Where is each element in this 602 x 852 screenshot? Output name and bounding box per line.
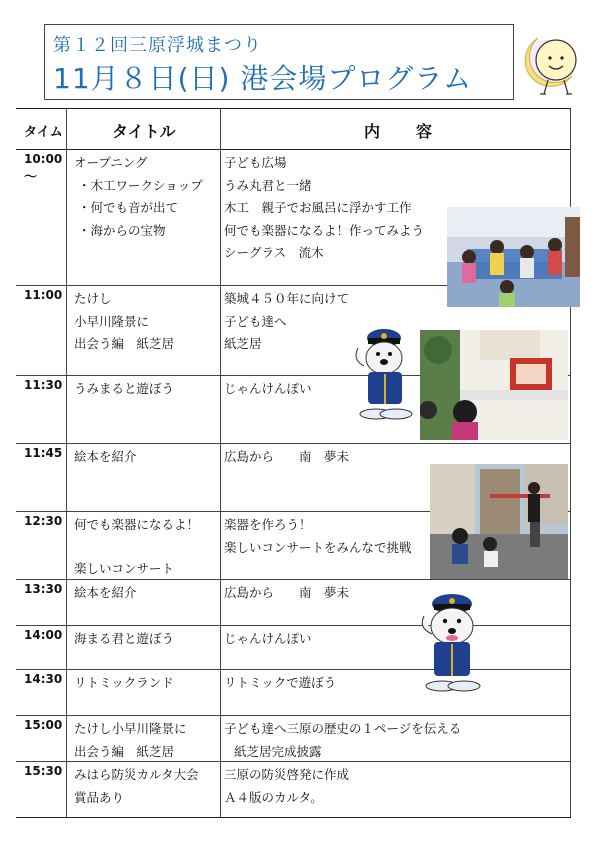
- row-title: みはら防災カルタ大会 賞品あり: [74, 767, 199, 805]
- row-title: たけし小早川隆景に 出会う編 紙芝居: [74, 721, 187, 759]
- header-content: 内 容: [364, 122, 443, 141]
- row-time: 10:00 ～: [24, 152, 63, 185]
- row-content: 子ども達へ三原の歴史の１ページを伝える 紙芝居完成披露: [224, 721, 462, 759]
- row-time: 15:00: [24, 718, 63, 732]
- row-content: じゃんけんぽい: [224, 631, 312, 646]
- row-title: うみまると遊ぼう: [74, 381, 175, 396]
- row-content: 築城４５０年に向けて 子ども達へ 紙芝居: [224, 291, 350, 351]
- column-divider: [66, 109, 67, 817]
- row-content: 子ども広場 うみ丸君と一緒 木工 親子でお風呂に浮かす工作 何でも楽器になるよ！作ってみよう シーグラス 流木: [224, 155, 425, 260]
- column-divider: [220, 109, 221, 817]
- row-time: 11:00: [24, 288, 63, 302]
- row-content: じゃんけんぽい: [224, 381, 312, 396]
- row-time: 11:30: [24, 378, 63, 392]
- row-time: 13:30: [24, 582, 63, 596]
- row-title: 絵本を紹介: [74, 585, 137, 600]
- row-content: 楽器を作ろう！ 楽しいコンサートをみんなで挑戦: [224, 517, 412, 555]
- row-title: オープニング ・木工ワークショップ ・何でも音が出て ・海からの宝物: [74, 155, 203, 238]
- crescent-moon-face-icon: [516, 32, 582, 102]
- title-box: [44, 24, 514, 100]
- seal-captain-mascot: [344, 326, 418, 422]
- row-time: 12:30: [24, 514, 63, 528]
- row-title: リトミックランド: [74, 675, 174, 690]
- row-title: たけし 小早川隆景に 出会う編 紙芝居: [74, 291, 175, 351]
- seal-captain-mascot: [414, 590, 488, 694]
- row-content: 広島から 南 夢未: [224, 449, 350, 464]
- event-subtitle: 第１２回三原浮城まつり: [53, 35, 262, 56]
- row-time: 11:45: [24, 446, 63, 460]
- table-row: [16, 761, 571, 817]
- instrument-photo: [420, 330, 568, 440]
- table-row: [16, 715, 571, 762]
- row-title: 何でも楽器になるよ！ 楽しいコンサート: [74, 517, 200, 576]
- header-time: タイム: [24, 125, 63, 140]
- row-title: 海まる君と遊ぼう: [74, 631, 175, 646]
- header-title: タイトル: [112, 122, 176, 141]
- workshop-photo: [447, 207, 580, 307]
- table-header: [16, 109, 571, 150]
- row-time: 14:00: [24, 628, 63, 642]
- row-content: 三原の防災啓発に作成 Ａ４版のカルタ。: [224, 767, 350, 805]
- row-content: リトミックで遊ぼう: [224, 675, 337, 690]
- row-time: 14:30: [24, 672, 63, 686]
- concert-photo: [430, 464, 568, 579]
- page-title: 11月８日(日) 港会場プログラム: [53, 62, 473, 95]
- row-time: 15:30: [24, 764, 63, 778]
- row-title: 絵本を紹介: [74, 449, 137, 464]
- row-content: 広島から 南 夢未: [224, 585, 350, 600]
